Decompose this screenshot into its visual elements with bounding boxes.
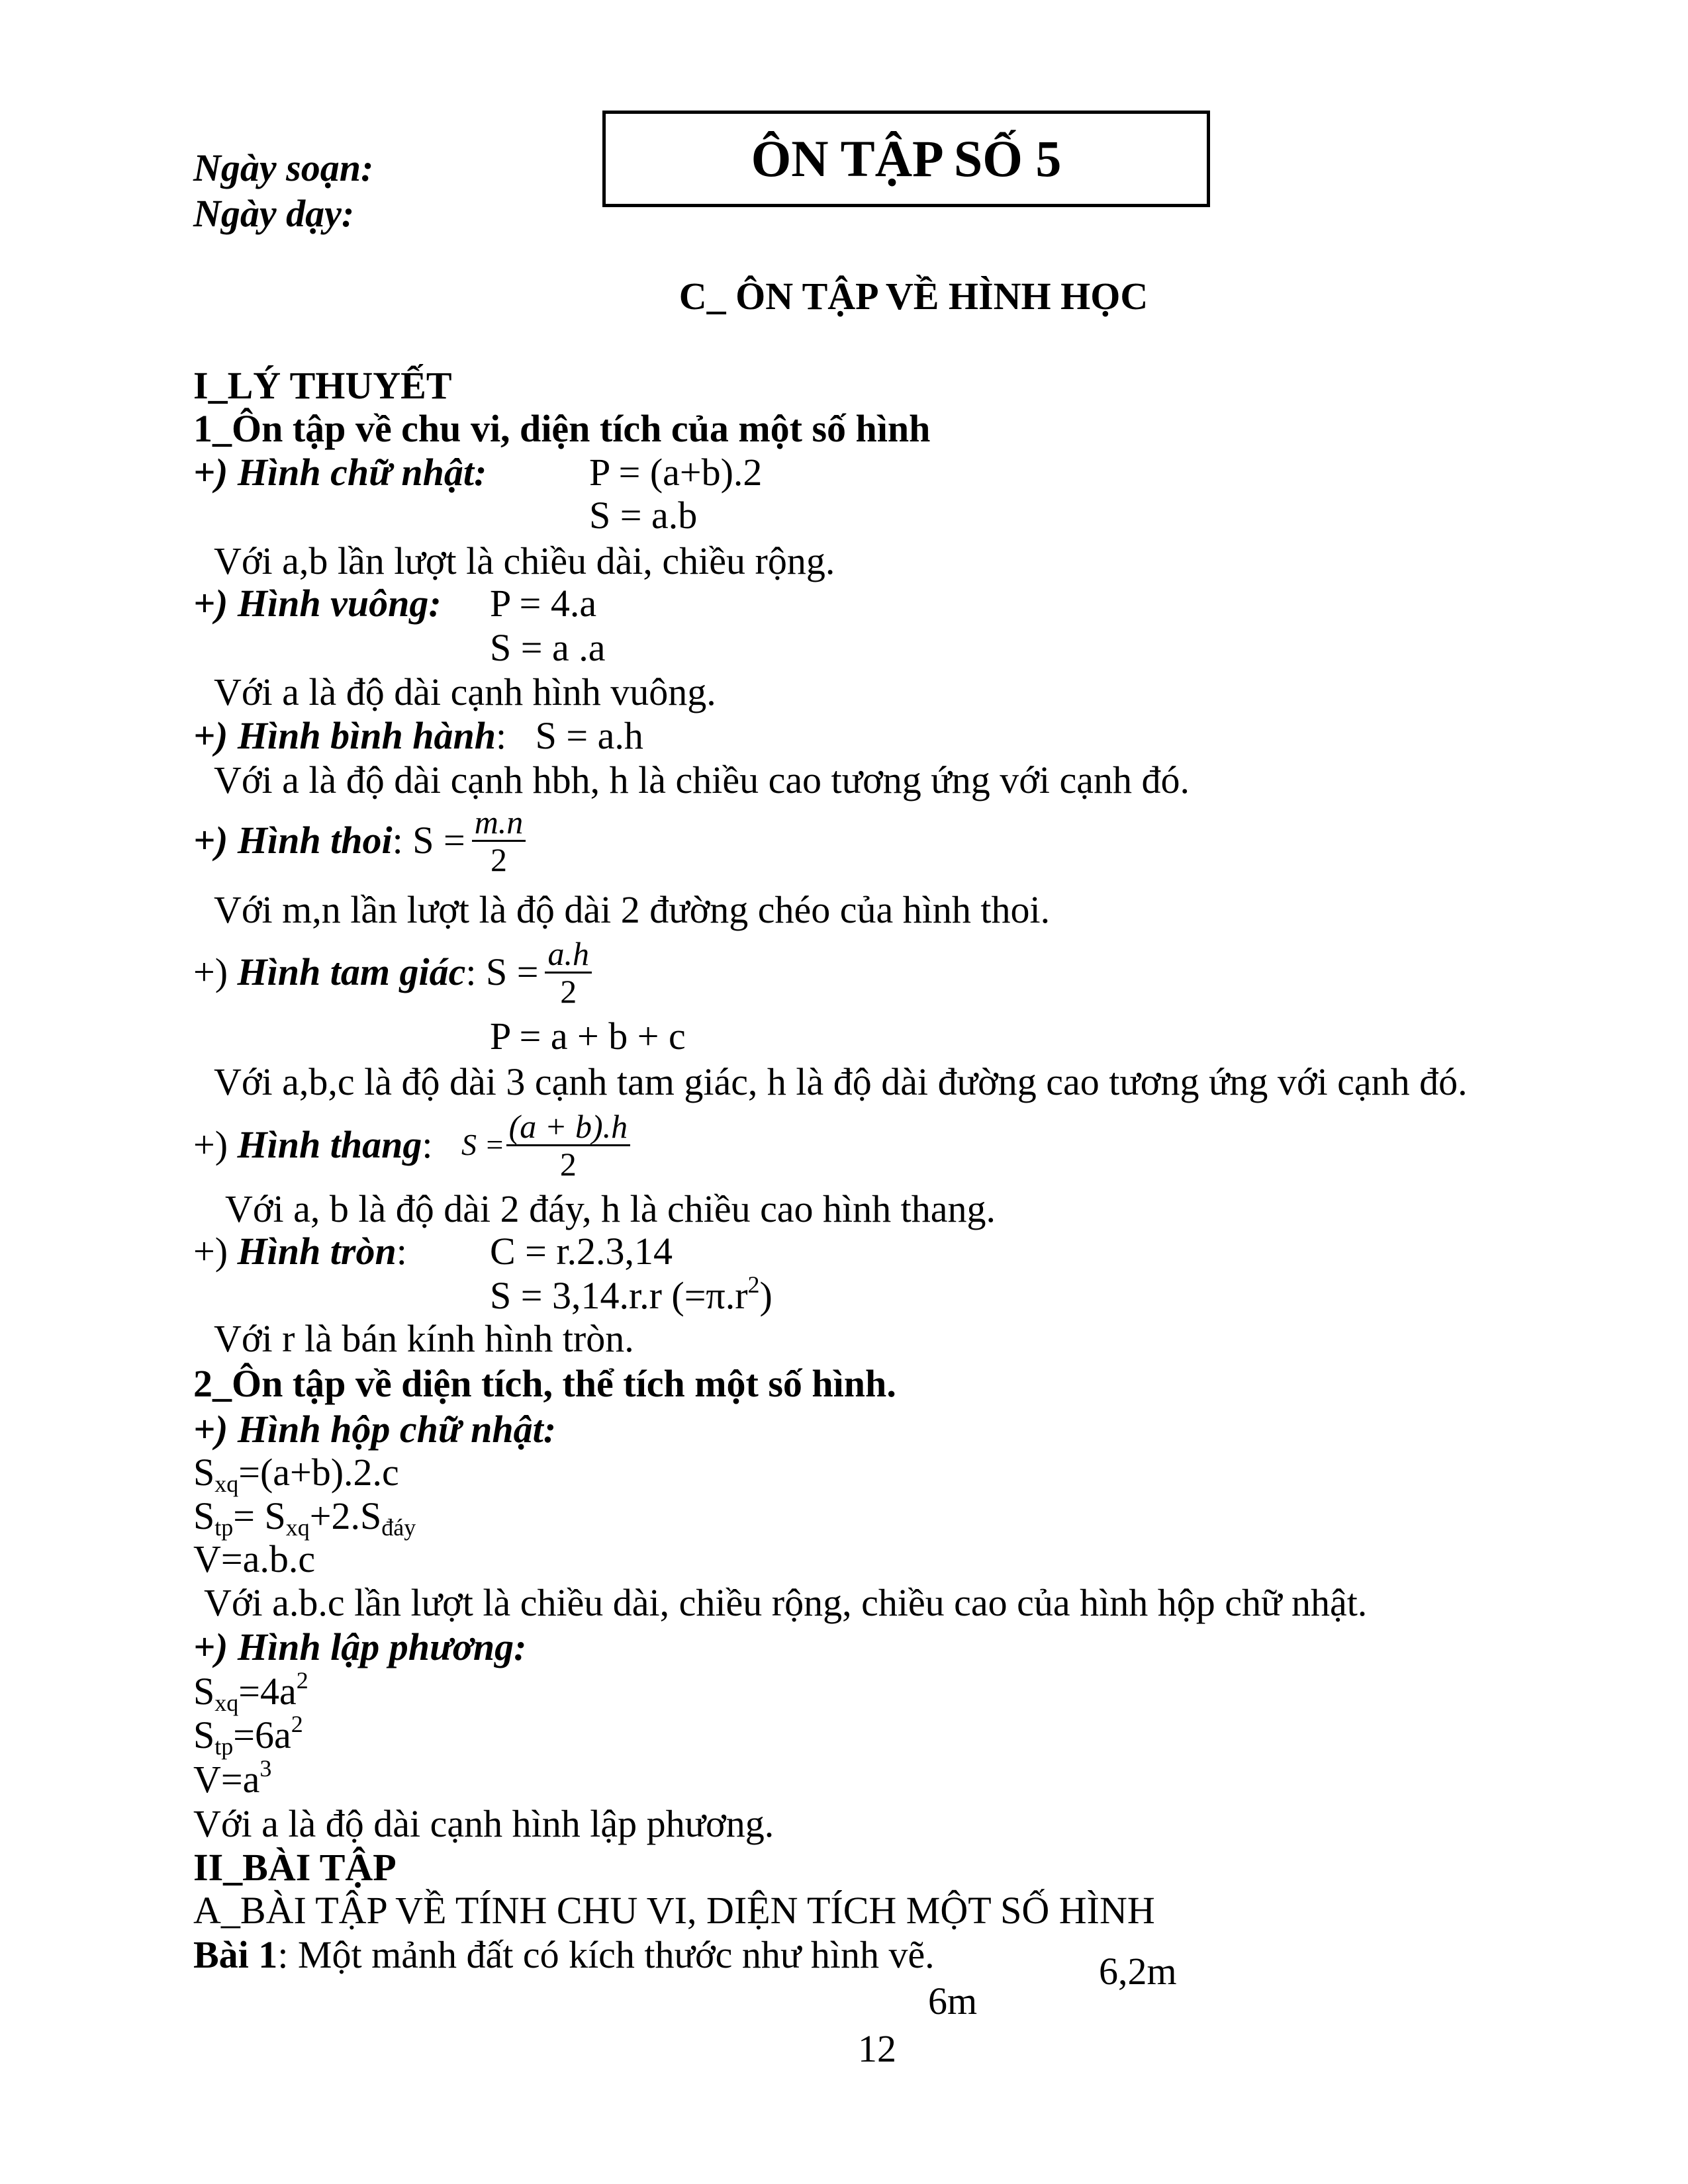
circle-circumference: C = r.2.3,14 (490, 1230, 673, 1273)
cube-note: Với a là độ dài cạnh hình lập phương. (193, 1802, 774, 1845)
box-total-area: $S_{tp}= S_{xq}+2.S_{đáy}$ (193, 1494, 416, 1541)
trapezoid-fraction: $\frac{(a + b).h}{2}$ (506, 1110, 631, 1181)
rhombus-fraction: $\frac{m.n}{2}$ (472, 805, 526, 876)
rect-label: +) Hình chữ nhật: (193, 451, 487, 494)
rhombus-note: Với m,n lần lượt là độ dài 2 đường chéo của hình thoi. (214, 888, 1051, 931)
triangle-note: Với a,b,c là độ dài 3 cạnh tam giác, h là độ dài đường cao tương ứng với cạnh đó. (214, 1060, 1468, 1103)
dimension-label-1: 6,2m (1099, 1950, 1177, 1993)
circle-label: +) Hình tròn: (193, 1230, 407, 1273)
subsection-2: 2_Ôn tập về diện tích, thể tích một số hình. (193, 1362, 896, 1405)
rect-perimeter: P = (a+b).2 (589, 451, 763, 494)
square-label: +) Hình vuông: (193, 582, 442, 625)
rect-area: S = a.b (589, 494, 698, 537)
cube-volume: $V=a^3$ (193, 1755, 272, 1801)
prep-date-label: Ngày soạn: (193, 146, 374, 189)
square-perimeter: P = 4.a (490, 582, 597, 625)
trapezoid-line: +) Hình thang : S = $\frac{(a + b).h}{2}$ (193, 1109, 630, 1181)
rhombus-line: +) Hình thoi : S = $\frac{m.n}{2}$ (193, 804, 526, 877)
cube-lateral-area: $S_{xq}=4a^2$ (193, 1667, 308, 1716)
circle-area: S = 3,14.r.r $(=\pi.r^2)$ (490, 1271, 773, 1317)
circle-note: Với r là bán kính hình tròn. (214, 1317, 634, 1360)
trapezoid-note: Với a, b là độ dài 2 đáy, h là chiều cao hình thang. (225, 1187, 996, 1230)
teach-date-label: Ngày dạy: (193, 192, 355, 235)
dimension-label-2: 6m (928, 1979, 978, 2023)
box-volume: V=a.b.c (193, 1537, 316, 1580)
parallelogram-note: Với a là độ dài cạnh hbh, h là chiều cao tương ứng với cạnh đó. (214, 758, 1190, 801)
subsection-1: 1_Ôn tập về chu vi, diện tích của một số hình (193, 407, 931, 450)
section-title: C_ ÔN TẬP VỀ HÌNH HỌC (679, 275, 1149, 318)
cube-total-area: $S_{tp}=6a^2$ (193, 1711, 303, 1760)
triangle-fraction: $\frac{a.h}{2}$ (545, 937, 592, 1008)
box-label: +) Hình hộp chữ nhật: (193, 1408, 557, 1451)
page-title: ÔN TẬP SỐ 5 (751, 130, 1062, 187)
box-lateral-area: $S_{xq}=(a+b).2.c$ (193, 1451, 399, 1497)
exercise-1: Bài 1: Một mảnh đất có kích thước như hình vẽ. (193, 1933, 935, 1976)
theory-heading: I_LÝ THUYẾT (193, 364, 452, 407)
page-number: 12 (858, 2027, 896, 2070)
parallelogram-line: +) Hình bình hành: S = a.h (193, 714, 643, 757)
exercises-heading: II_BÀI TẬP (193, 1846, 397, 1889)
exercises-subheading: A_BÀI TẬP VỀ TÍNH CHU VI, DIỆN TÍCH MỘT SỐ HÌNH (193, 1889, 1155, 1932)
cube-label: +) Hình lập phương: (193, 1625, 527, 1668)
square-area: S = a .a (490, 626, 606, 669)
title-box (602, 111, 1210, 207)
box-note: Với a.b.c lần lượt là chiều dài, chiều rộng, chiều cao của hình hộp chữ nhật. (204, 1581, 1368, 1624)
rect-note: Với a,b lần lượt là chiều dài, chiều rộng. (214, 539, 835, 582)
triangle-line: +) Hình tam giác : S = $\frac{a.h}{2}$ (193, 936, 592, 1009)
triangle-perimeter: P = a + b + c (490, 1015, 686, 1058)
square-note: Với a là độ dài cạnh hình vuông. (214, 670, 716, 713)
